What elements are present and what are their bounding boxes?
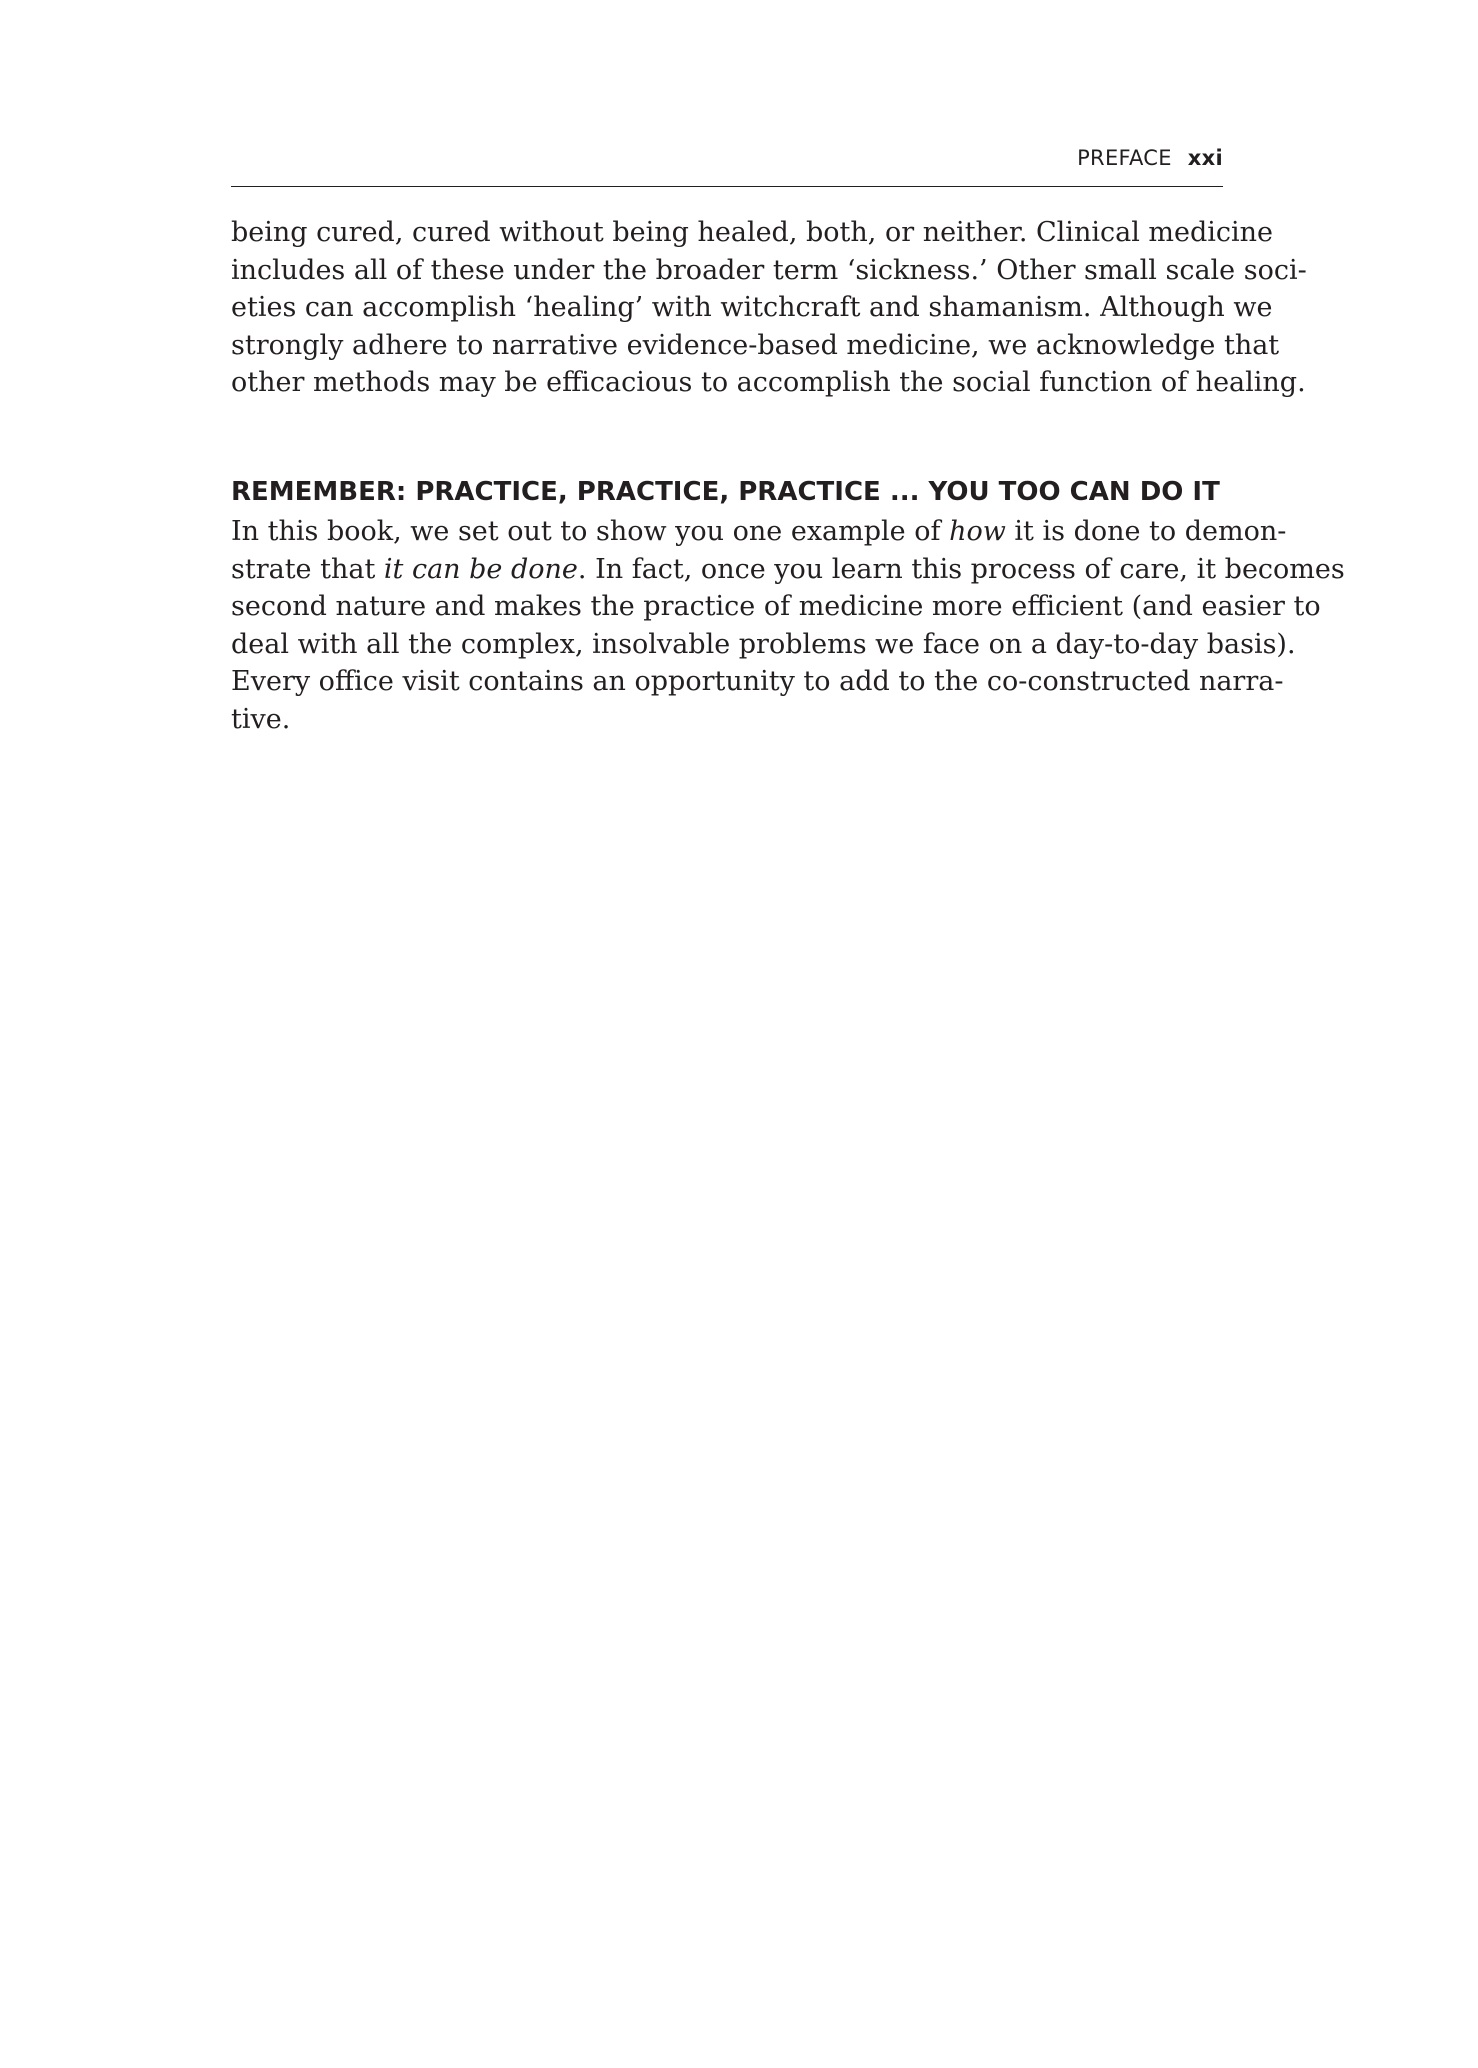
paragraph-line: being cured, cured without being healed, both, or neither. Clinical medicine — [231, 217, 1274, 248]
text-run: strate that — [231, 553, 384, 585]
emphasis-text: how — [949, 516, 1006, 547]
paragraph-line: includes all of these under the broader term ‘sickness.’ Other small scale soci- — [231, 254, 1307, 286]
paragraph-2 — [231, 513, 1345, 739]
text-run: it is done to demon- — [1005, 516, 1287, 547]
paragraph-line — [231, 513, 1287, 551]
paragraph-line: other methods may be efficacious to accomplish the social function of healing. — [231, 367, 1306, 399]
text-run: . In fact, once you learn this process of care, it becomes — [577, 553, 1345, 585]
emphasis-text: it can be done — [383, 553, 578, 585]
header-rule — [231, 186, 1223, 187]
paragraph-line: deal with all the complex, insolvable problems we face on a day-to-day basis). — [231, 628, 1296, 660]
paragraph-line: strongly adhere to narrative evidence-based medicine, we acknowledge that — [231, 329, 1280, 361]
paragraph-1 — [231, 214, 1307, 402]
paragraph-line: second nature and makes the practice of medicine more efficient (and easier to — [231, 591, 1321, 623]
running-head — [231, 146, 1223, 176]
section-heading: REMEMBER: PRACTICE, PRACTICE, PRACTICE ... YOU TOO CAN DO IT — [231, 477, 1220, 507]
text-run: In this book, we set out to show you one example of — [231, 516, 950, 547]
paragraph-line: Every office visit contains an opportunity to add to the co-constructed narra- — [231, 666, 1284, 698]
paragraph-line — [231, 551, 1345, 589]
paragraph-line: tive. — [231, 703, 291, 735]
running-head-section: PREFACE — [1077, 146, 1172, 170]
page-number: xxi — [1187, 146, 1223, 170]
paragraph-line: eties can accomplish ‘healing’ with witchcraft and shamanism. Although we — [231, 292, 1273, 324]
